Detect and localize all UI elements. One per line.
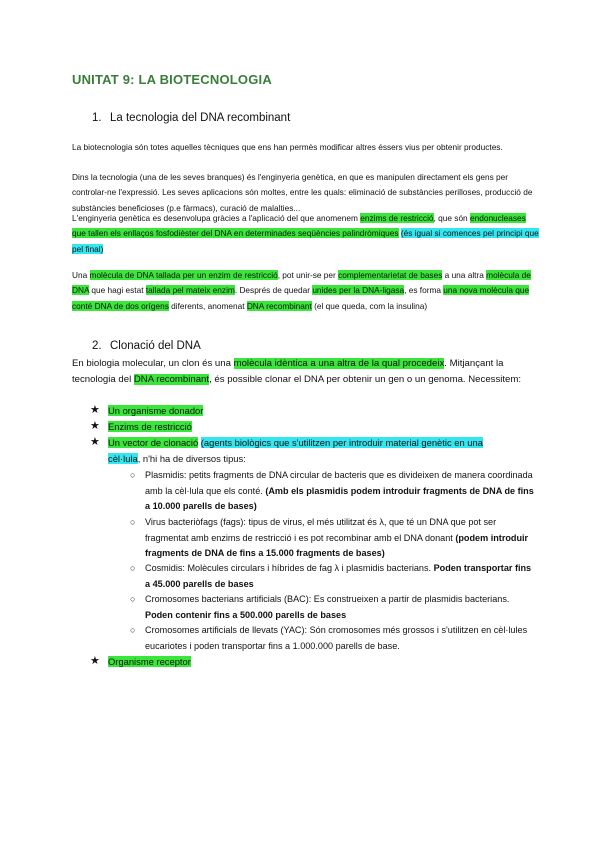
highlight-dna-molecule: molècula de DNA [72, 270, 531, 296]
vector-plasmids: Plasmidis: petits fragments de DNA circular de bacteris que es divideixen de manera coordinada amb la cèl·lula que els conté. (Amb els plasmidis podem introduir fragments de DNA de fins a 10.000 parells de bases) [145, 470, 534, 512]
highlight-dna-ligase: unides per la DNA-ligasa [312, 285, 405, 296]
star-icon: ★ [90, 436, 100, 448]
paragraph-restriction-enzymes: L'enginyeria genètica es desenvolupa gràcies a l'aplicació del que anomenem enzims de restricció, que són endonucleases que tallen els enllaços fosfodièster del DNA en determinades seqüències palindròmiques (és igual si comences pel principi que pel final) [72, 213, 539, 254]
star-icon: ★ [90, 420, 100, 432]
section-1-heading [92, 112, 290, 124]
list-item-vector-cont: cèl·lula, n'hi ha de diversos tipus: [108, 453, 246, 464]
circle-bullet-icon: ○ [130, 517, 136, 527]
highlight-dna-recombinant-2: DNA recombinant [133, 373, 210, 385]
highlight-vector-definition: (agents biològics que s'utilitzen per introduir material genètic en una [200, 437, 483, 448]
highlight-vector: Un vector de clonació [108, 437, 199, 448]
vector-bac: Cromosomes bacterians artificials (BAC): Es construeixen a partir de plasmidis bacterians. Poden contenir fins a 500.000 parells de bases [145, 594, 510, 620]
list-item-donor: Un organisme donador [108, 405, 204, 416]
circle-bullet-icon: ○ [130, 563, 136, 573]
paragraph-recombinant-dna: Una molècula de DNA tallada per un enzim de restricció, pot unir-se per complementarietat de bases a una altra molècula de DNA que hagi estat tallada pel mateix enzim. Després de quedar unides per la DNA-ligasa, es forma una nova molècula que conté DNA de dos orígens diferents, anomenat DNA recombinant (el que queda, com la insulina) [72, 270, 531, 311]
circle-bullet-icon: ○ [130, 625, 136, 635]
highlight-same-enzyme: tallada pel mateix enzim [145, 285, 235, 296]
highlight-palindromic-note: (és igual si comences pel principi que pel final) [72, 228, 539, 254]
list-item-receptor: Organisme receptor [108, 656, 191, 667]
star-icon: ★ [90, 404, 100, 416]
highlight-recombinant-dna: DNA recombinant [246, 300, 312, 311]
section-2-title: Clonació del DNA [110, 340, 201, 352]
highlight-restriction-enzymes: enzims de restricció [360, 213, 434, 223]
paragraph-cloning-intro: En biologia molecular, un clon és una molècula idèntica a una altra de la qual procedeix. Mitjançant la tecnologia del DNA recombinant, és possible clonar el DNA per obtenir un gen o un genoma. Necessitem: [72, 358, 522, 385]
circle-bullet-icon: ○ [130, 470, 136, 480]
section-2-number: 2. [92, 340, 102, 352]
highlight-complementarity: complementarietat de bases [338, 270, 443, 280]
section-1-number: 1. [92, 112, 102, 124]
vector-cosmids: Cosmidis: Molècules circulars i híbrides de fag λ i plasmidis bacterians. Poden transportar fins a 45.000 parells de bases [145, 563, 532, 589]
list-item-vector [108, 435, 483, 451]
vector-phages: Virus bacteriòfags (fags): tipus de virus, el més utilitzat és λ, que té un DNA que pot ser fragmentat amb enzims de restricció i es pot recombinar amb el DNA donant (podem introduir fragments de DNA de fins a 15.000 fragments de bases) [145, 517, 529, 559]
section-2-heading [92, 340, 201, 352]
section-1-title: La tecnologia del DNA recombinant [110, 112, 291, 124]
highlight-identical-molecule: molècula idèntica a una altra de la qual procedeix [233, 358, 445, 369]
paragraph-genetic-engineering: Dins la tecnologia (una de les seves branques) és l'enginyeria genètica, en que es manipulen directament els gens per controlar-ne l'expressió. Les seves aplicacions són moltes, entre les quals: eliminació de substàncies perilloses, producció de substàncies beneficioses (p.e fàrmacs), curació de malalties... [72, 172, 533, 213]
paragraph-definition: La biotecnologia són totes aquelles tècniques que ens han permès modificar altres éssers vius per obtenir productes. [72, 142, 503, 152]
star-icon: ★ [90, 655, 100, 667]
highlight-endonucleases: endonucleases que tallen els enllaços fosfodièster del DNA en determinades seqüències palindròmiques [72, 213, 526, 239]
list-item-enzymes: Enzims de restricció [108, 421, 192, 432]
page-title: UNITAT 9: LA BIOTECNOLOGIA [72, 72, 272, 87]
highlight-new-molecule: una nova molècula que conté DNA de dos orígens [72, 285, 530, 311]
circle-bullet-icon: ○ [130, 594, 136, 604]
highlight-cut-molecule: molècula de DNA tallada per un enzim de restricció [89, 270, 278, 280]
vector-yac: Cromosomes artificials de llevats (YAC): Són cromosomes més grossos i s'utilitzen en cèl·lules eucariotes i poden transportar fins a 1.000.000 parells de base. [145, 625, 528, 651]
